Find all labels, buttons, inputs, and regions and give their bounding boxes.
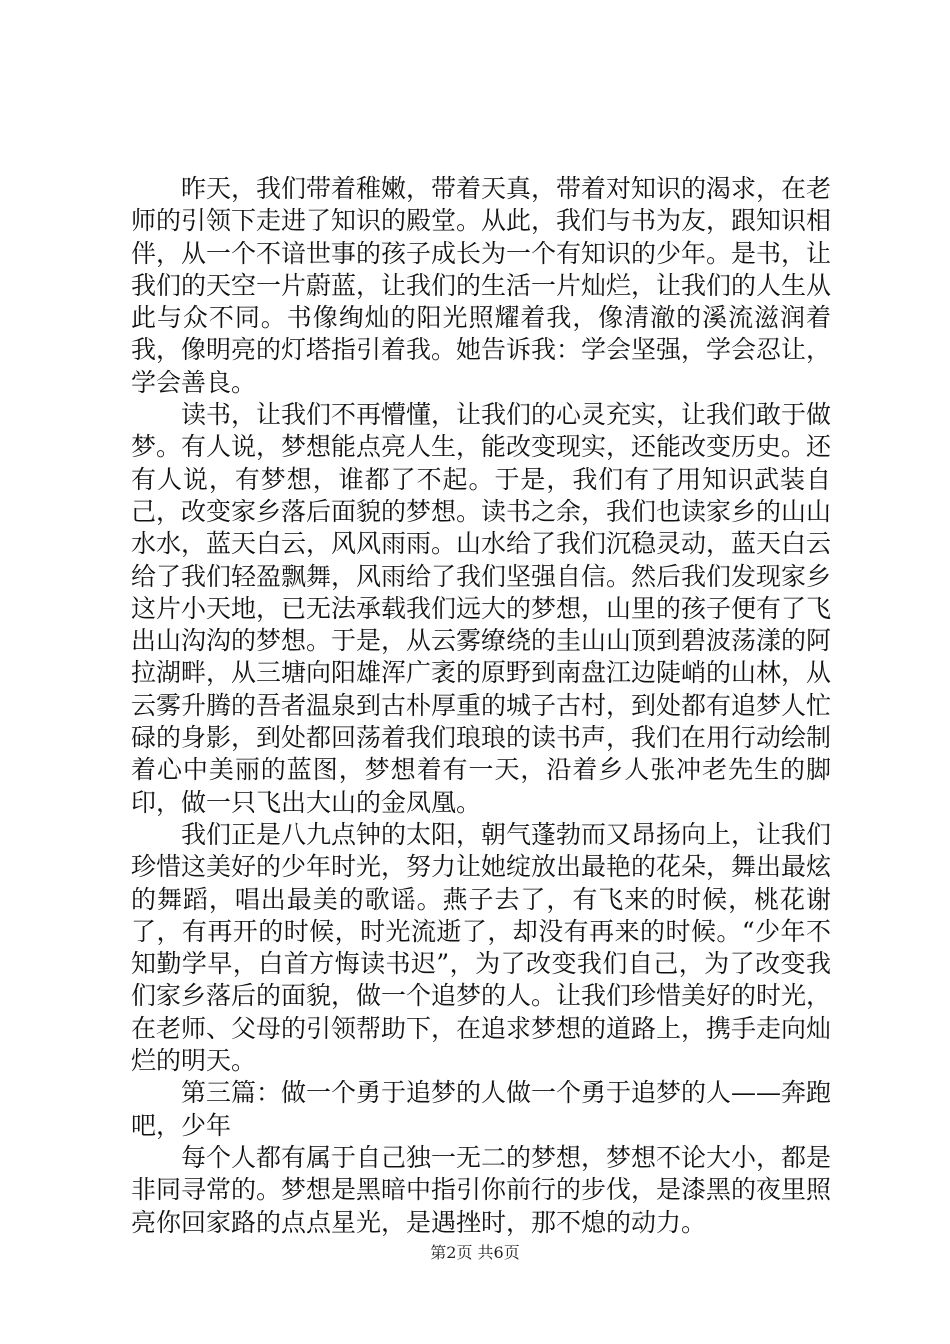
page-footer: 第2页 共6页 [430,1243,520,1262]
paragraph-1: 昨天，我们带着稚嫩，带着天真，带着对知识的渴求，在老师的引领下走进了知识的殿堂。从此，我们与书为友，跟知识相伴，从一个不谙世事的孩子成长为一个有知识的少年。是书，让我们的天空一片蔚蓝，让我们的生活一片灿烂，让我们的人生从此与众不同。书像绚灿的阳光照耀着我，像清澈的溪流滋润着我，像明亮的灯塔指引着我。她告诉我：学会坚强，学会忍让，学会善良。 [131,174,832,397]
section-heading: 第三篇：做一个勇于追梦的人做一个勇于追梦的人——奔跑吧，少年 [131,1078,832,1140]
paragraph-2: 读书，让我们不再懵懂，让我们的心灵充实，让我们敢于做梦。有人说，梦想能点亮人生，能改变现实，还能改变历史。还有人说，有梦想，谁都了不起。于是，我们有了用知识武装自己，改变家乡落后面貌的梦想。读书之余，我们也读家乡的山山水水，蓝天白云，风风雨雨。山水给了我们沉稳灵动，蓝天白云给了我们轻盈飘舞，风雨给了我们坚强自信。然后我们发现家乡这片小天地，已无法承载我们远大的梦想，山里的孩子便有了飞出山沟沟的梦想。于是，从云雾缭绕的圭山山顶到碧波荡漾的阿拉湖畔，从三塘向阳雄浑广袤的原野到南盘江边陡峭的山林，从云雾升腾的吾者温泉到古朴厚重的城子古村，到处都有追梦人忙碌的身影，到处都回荡着我们琅琅的读书声，我们在用行动绘制着心中美丽的蓝图，梦想着有一天，沿着乡人张冲老先生的脚印，做一只飞出大山的金凤凰。 [131,400,832,817]
paragraph-4: 每个人都有属于自己独一无二的梦想，梦想不论大小，都是非同寻常的。梦想是黑暗中指引你前行的步伐，是漆黑的夜里照亮你回家路的点点星光，是遇挫时，那不熄的动力。 [131,1142,832,1237]
document-body [131,173,831,1239]
paragraph-3: 我们正是八九点钟的太阳，朝气蓬勃而又昂扬向上，让我们珍惜这美好的少年时光，努力让她绽放出最艳的花朵，舞出最炫的舞蹈，唱出最美的歌谣。燕子去了，有飞来的时候，桃花谢了，有再开的时候，时光流逝了，却没有再来的时候。“少年不知勤学早，白首方悔读书迟”，为了改变我们自己，为了改变我们家乡落后的面貌，做一个追梦的人。让我们珍惜美好的时光，在老师、父母的引领帮助下，在追求梦想的道路上，携手走向灿烂的明天。 [131,819,832,1076]
